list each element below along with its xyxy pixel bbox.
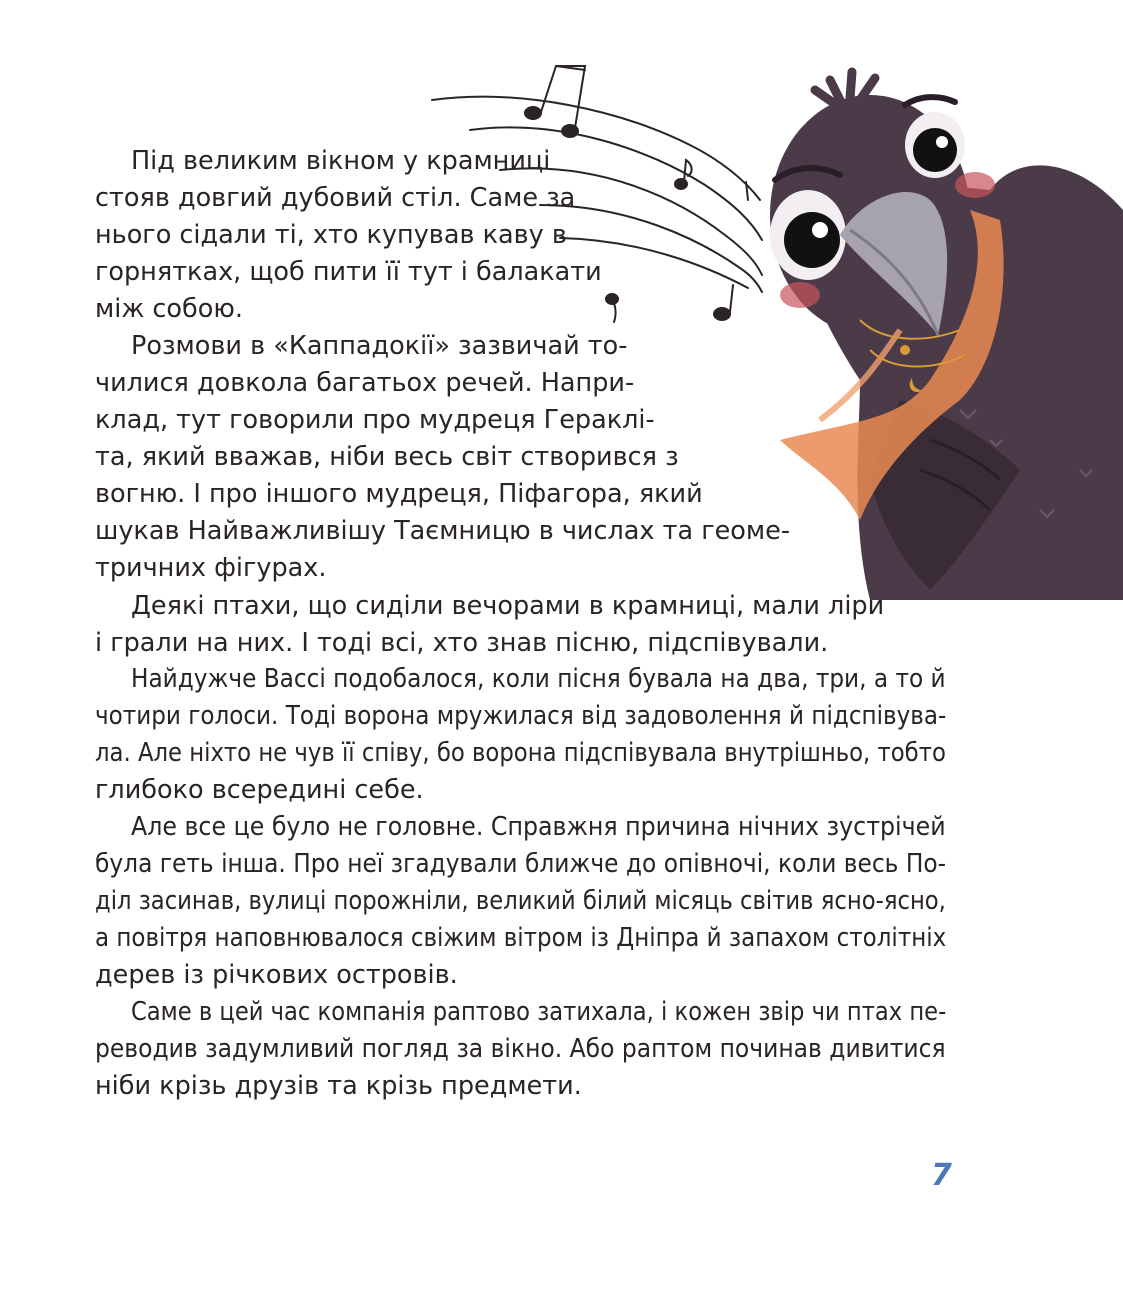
text-line: а повітря наповнювалося свіжим вітром із Дніпра й запахом столітніх [95,923,947,953]
text-line: діл засинав, вулиці порожніли, великий білий місяць світив ясно-ясно, [95,886,946,916]
text-line: чилися довкола багатьох речей. Напри- [95,368,635,398]
text-line: Розмови в «Каппадокії» зазвичай то- [131,331,628,361]
text-line: ла. Але ніхто не чув її співу, бо ворона підспівувала внутрішньо, тобто [95,738,946,768]
text-line: між собою. [95,294,243,324]
text-line: і грали на них. І тоді всі, хто знав пісню, підспівували. [95,628,829,658]
crow-icon [770,72,1123,600]
text-line: горнятках, щоб пити її тут і балакати [95,257,602,287]
text-line: ніби крізь друзів та крізь предмети. [95,1071,582,1101]
text-line: шукав Найважливішу Таємницю в числах та геоме- [95,516,791,546]
page-number: 7 [931,1158,952,1193]
text-line: та, який вважав, ніби весь світ створився з [95,442,679,472]
text-line: дерев із річкових островів. [95,960,458,990]
text-line: Деякі птахи, що сиділи вечорами в крамниці, мали ліри [131,591,885,621]
text-line: Саме в цей час компанія раптово затихала, і кожен звір чи птах пе- [131,997,947,1027]
text-line: реводив задумливий погляд за вікно. Або раптом починав дивитися [95,1034,946,1064]
text-line: тричних фігурах. [95,553,327,583]
text-line: Але все це було не головне. Справжня причина нічних зустрічей [131,812,946,842]
text-line: вогню. І про іншого мудреця, Піфагора, який [95,479,703,509]
text-line: Під великим вікном у крамниці [131,146,551,176]
text-line: була геть інша. Про неї згадували ближче до опівночі, коли весь По- [95,849,947,879]
text-line: клад, тут говорили про мудреця Гераклі- [95,405,655,435]
text-line: стояв довгий дубовий стіл. Саме за [95,183,576,213]
text-line: глибоко всередині себе. [95,775,424,805]
text-line: нього сідали ті, хто купував каву в [95,220,567,250]
text-line: Найдужче Вассі подобалося, коли пісня бувала на два, три, а то й [131,664,946,694]
text-line: чотири голоси. Тоді ворона мружилася від задоволення й підспівува- [95,701,947,731]
